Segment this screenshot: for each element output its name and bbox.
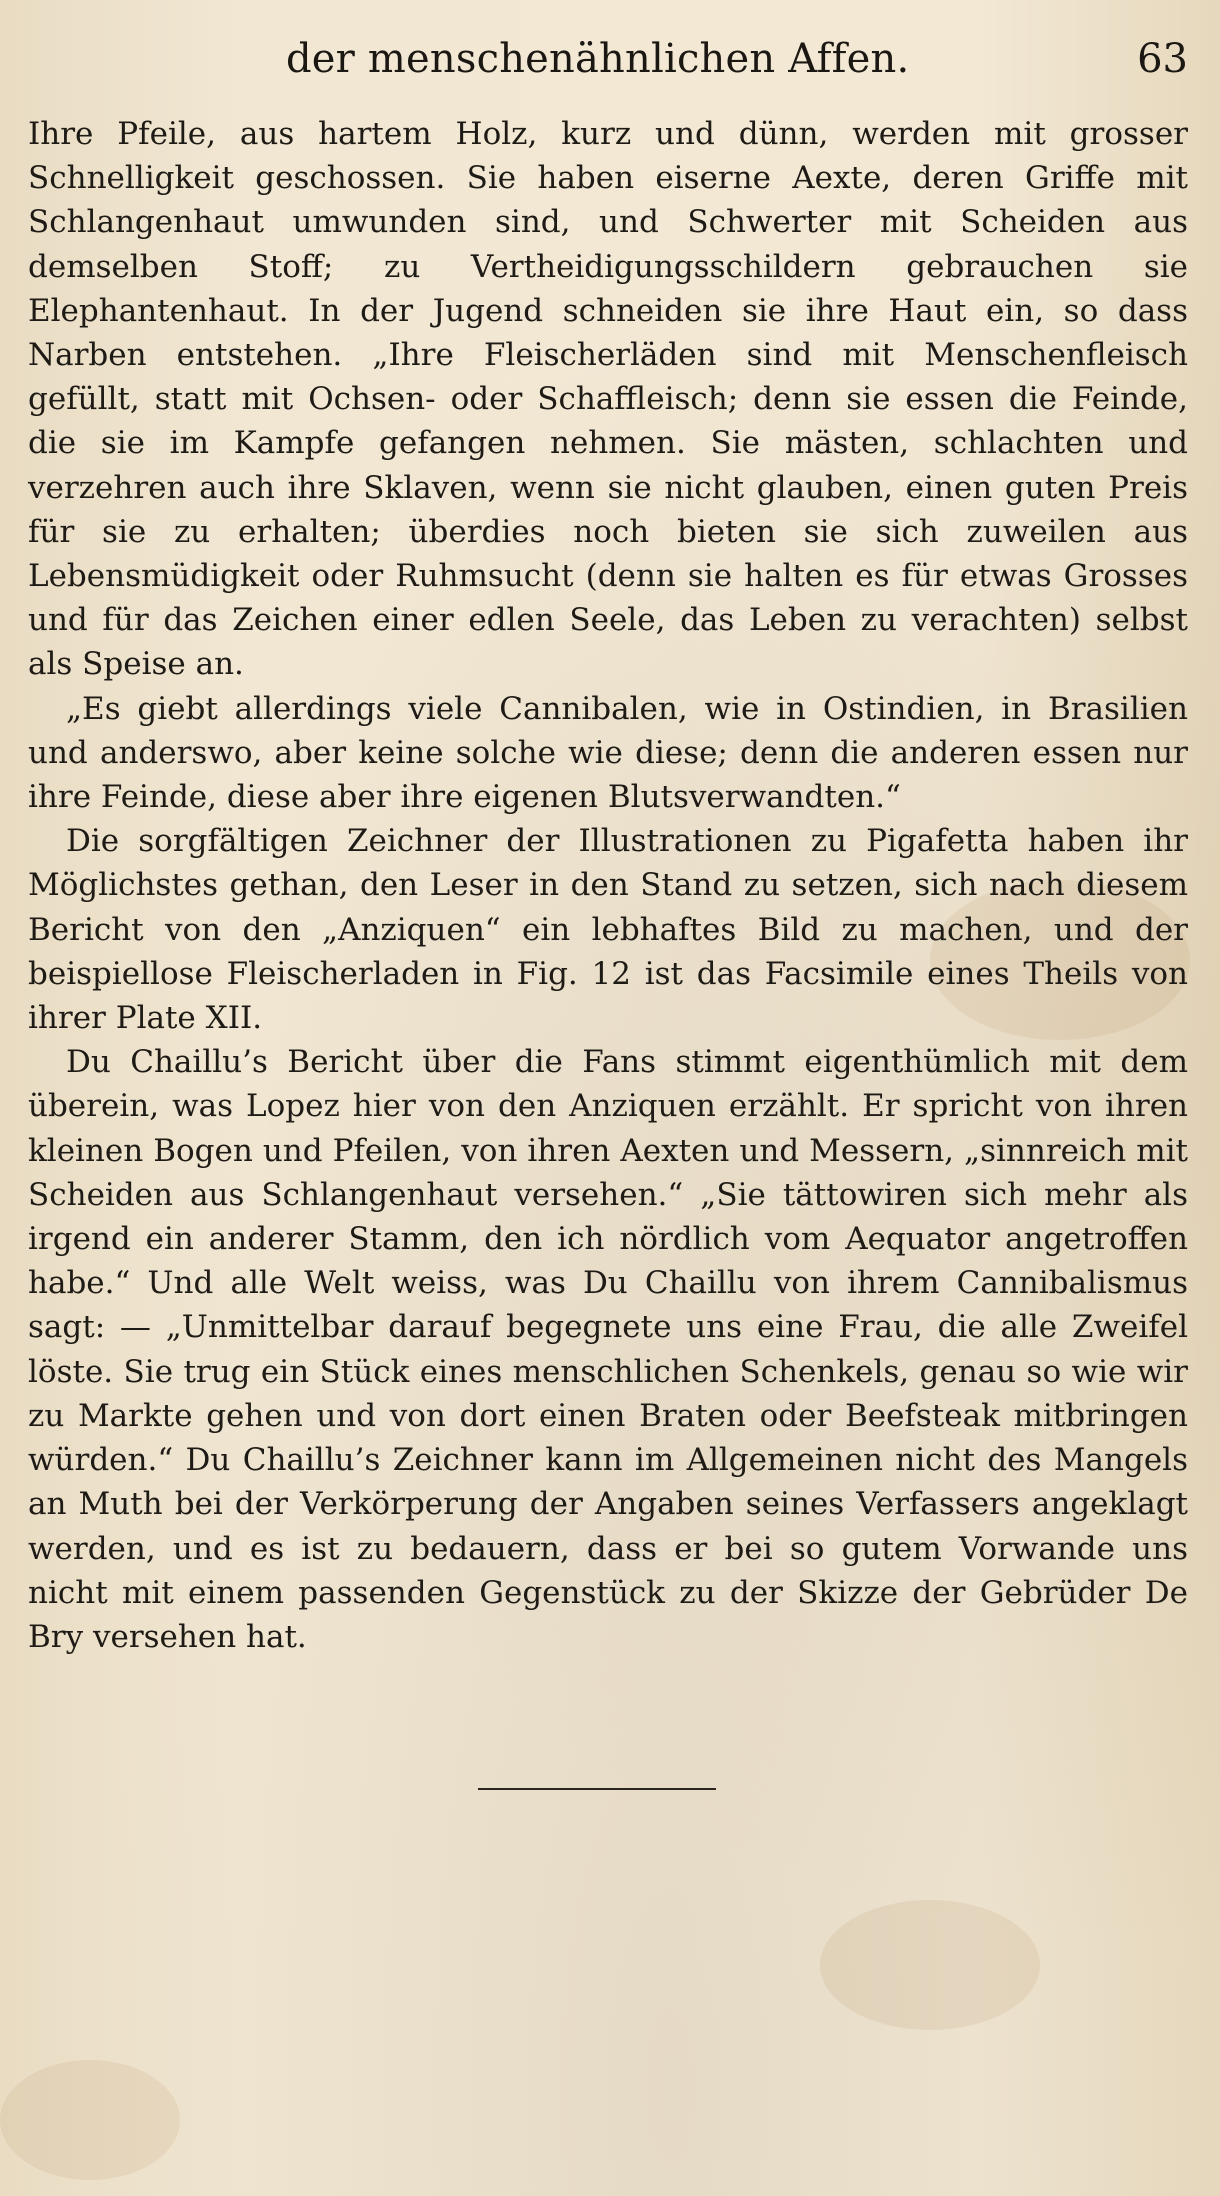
page-header (28, 36, 1188, 96)
page-number: 63 (1137, 36, 1188, 82)
section-divider (478, 1788, 716, 1790)
paragraph: Du Chaillu’s Bericht über die Fans stimmt eigenthümlich mit dem überein, was Lopez hier von den Anziquen erzählt. Er spricht von ihren kleinen Bogen und Pfeilen, von ihren Aexten und Messern, „sinnreich mit Scheiden aus Schlangenhaut versehen.“ „Sie tättowiren sich mehr als irgend ein anderer Stamm, den ich nördlich vom Aequator angetroffen habe.“ Und alle Welt weiss, was Du Chaillu von ihrem Cannibalismus sagt: — „Unmittelbar darauf begegnete uns eine Frau, die alle Zweifel löste. Sie trug ein Stück eines menschlichen Schenkels, genau so wie wir zu Markte gehen und von dort einen Braten oder Beefsteak mitbringen würden.“ Du Chaillu’s Zeichner kann im Allgemeinen nicht des Mangels an Muth bei der Verkörperung der Angaben seines Verfassers angeklagt werden, und es ist zu bedauern, dass er bei so gutem Vorwande uns nicht mit einem passenden Gegenstück zu der Skizze der Gebrüder De Bry versehen hat. (28, 1044, 1188, 1655)
paragraph: Die sorgfältigen Zeichner der Illustrationen zu Pigafetta haben ihr Möglichstes gethan, den Leser in den Stand zu setzen, sich nach diesem Bericht von den „Anziquen“ ein lebhaftes Bild zu machen, und der beispiellose Fleischerladen in Fig. 12 ist das Facsimile eines Theils von ihrer Plate XII. (28, 823, 1188, 1037)
paper-stain (0, 2060, 180, 2180)
paper-stain (820, 1900, 1040, 2030)
body-text (28, 112, 1188, 1659)
paragraph: Ihre Pfeile, aus hartem Holz, kurz und dünn, werden mit grosser Schnelligkeit geschossen. Sie haben eiserne Aexte, deren Griffe mit Schlangenhaut umwunden sind, und Schwerter mit Scheiden aus demselben Stoff; zu Vertheidigungsschildern gebrauchen sie Elephantenhaut. In der Jugend schneiden sie ihre Haut ein, so dass Narben entstehen. „Ihre Fleischerläden sind mit Menschenfleisch gefüllt, statt mit Ochsen- oder Schaffleisch; denn sie essen die Feinde, die sie im Kampfe gefangen nehmen. Sie mästen, schlachten und verzehren auch ihre Sklaven, wenn sie nicht glauben, einen guten Preis für sie zu erhalten; überdies noch bieten sie sich zuweilen aus Lebensmüdigkeit oder Ruhmsucht (denn sie halten es für etwas Grosses und für das Zeichen einer edlen Seele, das Leben zu verachten) selbst als Speise an. (28, 116, 1188, 683)
paragraph: „Es giebt allerdings viele Cannibalen, wie in Ostindien, in Brasilien und anderswo, aber keine solche wie diese; denn die anderen essen nur ihre Feinde, diese aber ihre eigenen Blutsverwandten.“ (28, 690, 1188, 816)
running-title: der menschenähnlichen Affen. (286, 36, 910, 82)
